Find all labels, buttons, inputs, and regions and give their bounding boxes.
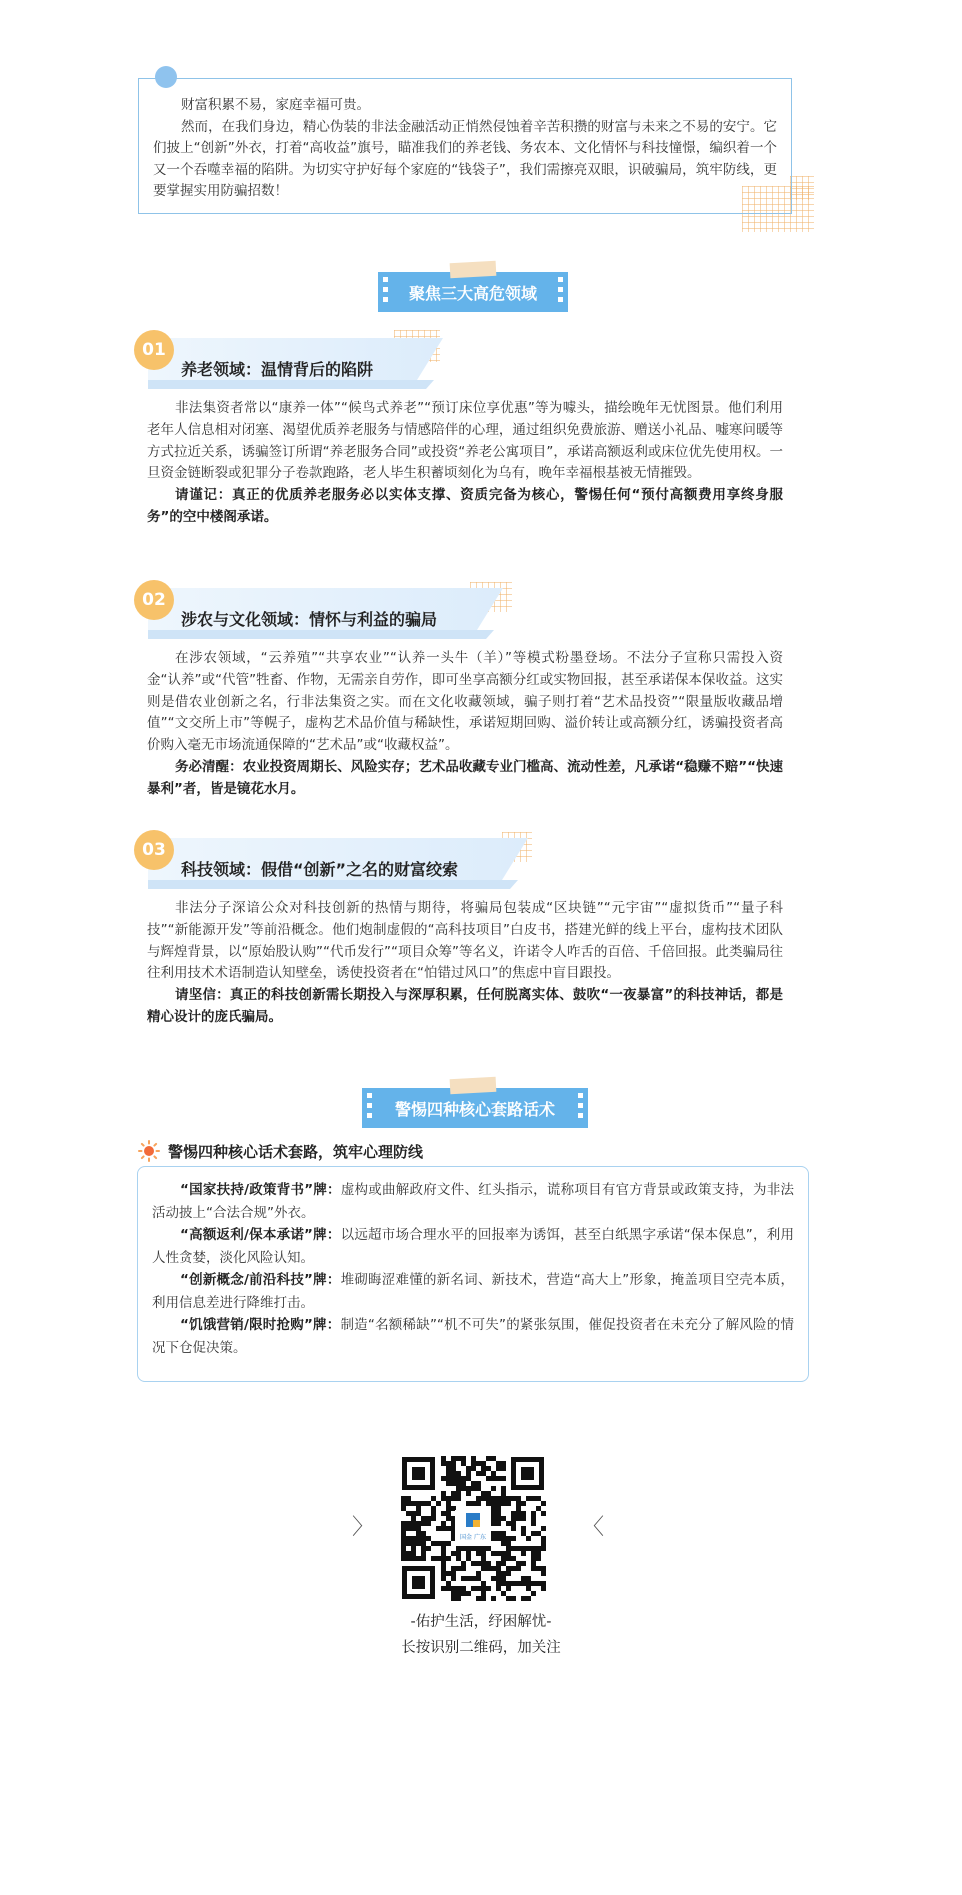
section-body-03 <box>147 898 783 1029</box>
banner-four-core-tactics <box>362 1088 588 1128</box>
chevron-left-icon: 〈 <box>582 1515 605 1540</box>
section-title: 涉农与文化领域：情怀与利益的骗局 <box>181 610 438 629</box>
ribbon-shadow <box>148 880 518 889</box>
section-body-02 <box>147 648 783 801</box>
section-title: 科技领域：假借“创新”之名的财富绞索 <box>181 860 459 879</box>
section-number-badge: 02 <box>134 580 174 620</box>
intro-box <box>138 78 792 214</box>
tape-decoration <box>450 1077 497 1094</box>
tip-label: “饥饿营销/限时抢购”牌： <box>180 1317 341 1333</box>
tip-item <box>152 1224 794 1269</box>
tip-label: “国家扶持/政策背书”牌： <box>180 1182 341 1198</box>
chevron-right-icon: 〉 <box>352 1515 375 1540</box>
banner-label: 聚焦三大高危领域 <box>408 283 537 303</box>
tip-text: 虚构或曲解政府文件、红头指示，谎称项目有官方背景或政策支持，为非法活动披上“合法合规”外衣。 <box>152 1182 795 1221</box>
tip-text: 制造“名额稀缺”“机不可失”的紧张氛围，催促投资者在未充分了解风险的情况下仓促决策。 <box>152 1317 794 1356</box>
section-heading-02 <box>134 580 534 650</box>
tip-label: “创新概念/前沿科技”牌： <box>180 1272 341 1288</box>
section-paragraph: 非法集资者常以“康养一体”“候鸟式养老”“预订床位享优惠”等为噱头，描绘晚年无忧图景。他们利用老年人信息相对闭塞、渴望优质养老服务与情感陪伴的心理，通过组织免费旅游、赠送小礼品、嘘寒问暖等方式拉近关系，诱骗签订所谓“养老服务合同”或投资“养老公寓项目”，承诺高额返利或床位优先使用权。一旦资金链断裂或犯罪分子卷款跑路，老人毕生积蓄顷刻化为乌有，晚年幸福根基被无情摧毁。 <box>147 400 783 482</box>
tip-item <box>152 1269 794 1314</box>
sun-icon <box>138 1140 160 1162</box>
section-body-01 <box>147 398 783 529</box>
qr-caption-instruction: 长按识别二维码，加关注 <box>401 1640 561 1656</box>
section-warning: 务必清醒：农业投资周期长、风险实存；艺术品收藏专业门槛高、流动性差，凡承诺“稳赚不赔”“快速暴利”者，皆是镜花水月。 <box>147 758 783 797</box>
banner-label: 警惕四种核心套路话术 <box>394 1099 555 1119</box>
qr-logo-text: 国金 广东 <box>460 1534 486 1541</box>
section-paragraph: 在涉农领域，“云养殖”“共享农业”“认养一头牛（羊）”等模式粉墨登场。不法分子宣称只需投入资金“认养”或“代管”牲畜、作物，无需亲自劳作，即可坐享高额分红或实物回报，甚至承诺保本保收益。这实则是借农业创新之名，行非法集资之实。而在文化收藏领域，骗子则打着“艺术品投资”“限量版收藏品增值”“文交所上市”等幌子，虚构艺术品价值与稀缺性，承诺短期回购、溢价转让或高额分红，诱骗投资者高价购入毫无市场流通保障的“艺术品”或“收藏权益”。 <box>147 650 783 754</box>
intro-line1: 财富积累不易，家庭幸福可贵。 <box>181 97 370 113</box>
ribbon-shadow <box>148 630 494 639</box>
tip-label: “高额返利/保本承诺”牌： <box>180 1227 341 1243</box>
tips-heading-text: 警惕四种核心话术套路，筑牢心理防线 <box>168 1142 424 1161</box>
tip-text: 以远超市场合理水平的回报率为诱饵，甚至白纸黑字承诺“保本保息”，利用人性贪婪，淡化风险认知。 <box>152 1227 794 1266</box>
section-heading-03 <box>134 830 534 900</box>
tape-decoration <box>450 261 497 278</box>
circle-decoration-icon <box>155 66 177 88</box>
intro-line2: 然而，在我们身边，精心伪装的非法金融活动正悄然侵蚀着辛苦积攒的财富与未来之不易的安宁。它们披上“创新”外衣，打着“高收益”旗号，瞄准我们的养老钱、务农本、文化情怀与科技憧憬，编织着一个又一个吞噬幸福的陷阱。为切实守护好每个家庭的“钱袋子”，我们需擦亮双眼，识破骗局，筑牢防线，更要掌握实用防骗招数！ <box>153 118 777 199</box>
banner-focus-three-areas <box>378 272 568 312</box>
section-number-badge: 03 <box>134 830 174 870</box>
section-number-badge: 01 <box>134 330 174 370</box>
section-paragraph: 非法分子深谙公众对科技创新的热情与期待，将骗局包装成“区块链”“元宇宙”“虚拟货币”“量子科技”“新能源开发”等前沿概念。他们炮制虚假的“高科技项目”白皮书，搭建光鲜的线上平台，虚构技术团队与辉煌背景，以“原始股认购”“代币发行”“项目众筹”等名义，许诺令人咋舌的百倍、千倍回报。此类骗局往往利用技术术语制造认知壁垒，诱使投资者在“怕错过风口”的焦虑中盲目跟投。 <box>147 900 783 982</box>
section-warning: 请坚信：真正的科技创新需长期投入与深厚积累，任何脱离实体、鼓吹“一夜暴富”的科技神话，都是精心设计的庞氏骗局。 <box>147 987 783 1025</box>
qr-code[interactable] <box>400 1455 546 1601</box>
section-warning: 请谨记：真正的优质养老服务必以实体支撑、资质完备为核心，警惕任何“预付高额费用享终身服务”的空中楼阁承诺。 <box>147 487 783 525</box>
tip-item <box>152 1179 794 1224</box>
grid-decoration <box>790 176 814 200</box>
ribbon-shadow <box>148 380 434 389</box>
tip-text: 堆砌晦涩难懂的新名词、新技术，营造“高大上”形象，掩盖项目空壳本质，利用信息差进行降维打击。 <box>152 1272 794 1311</box>
section-heading-01 <box>134 330 534 400</box>
tips-box <box>137 1166 809 1382</box>
tips-heading <box>138 1140 423 1162</box>
qr-caption-slogan: -佑护生活，纾困解忧- <box>410 1614 552 1630</box>
tip-item <box>152 1314 794 1359</box>
section-title: 养老领域：温情背后的陷阱 <box>181 360 374 379</box>
